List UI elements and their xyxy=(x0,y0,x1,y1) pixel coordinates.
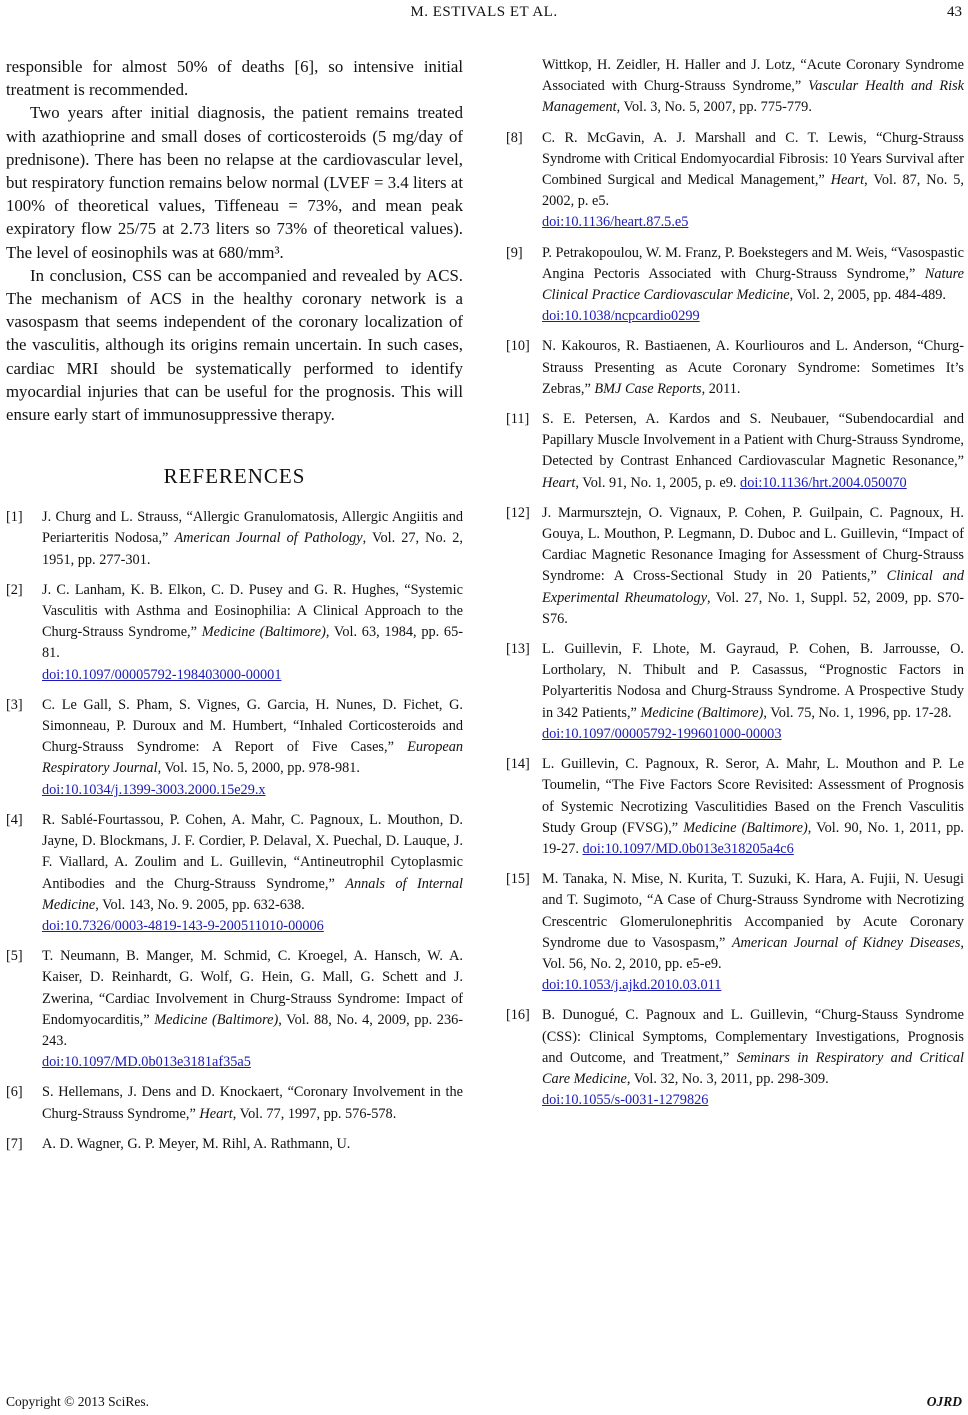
reference-text xyxy=(542,128,964,234)
reference-number: [15] xyxy=(506,871,530,888)
reference-details: , Vol. 87, No. 5, 2002, p. e5. xyxy=(542,172,964,210)
reference-item xyxy=(6,1082,463,1124)
reference-details: , Vol. 143, No. 9. 2005, pp. 632-638. xyxy=(95,896,305,913)
reference-doi-link[interactable]: doi:10.1055/s-0031-1279826 xyxy=(542,1092,709,1109)
reference-doi-link[interactable]: doi:10.1034/j.1399-3003.2000.15e29.x xyxy=(42,781,266,798)
reference-number: [13] xyxy=(506,641,530,658)
reference-details: , Vol. 2, 2005, pp. 484-489. xyxy=(789,287,946,304)
reference-doi-link[interactable]: doi:10.1097/MD.0b013e318205a4c6 xyxy=(582,840,794,857)
reference-journal: Medicine (Baltimore) xyxy=(640,704,764,721)
reference-doi-link[interactable]: doi:10.1136/heart.87.5.e5 xyxy=(542,214,689,231)
reference-text xyxy=(542,869,964,996)
reference-text xyxy=(542,409,964,494)
reference-text xyxy=(542,55,964,119)
copyright-notice: Copyright © 2013 SciRes. xyxy=(6,1394,150,1409)
reference-number: [9] xyxy=(506,244,523,261)
reference-journal: Medicine (Baltimore) xyxy=(154,1011,279,1028)
reference-citation: R. Sablé-Fourtassou, P. Cohen, A. Mahr, C. Pagnoux, L. Mouthon, D. Jayne, D. Blockmans, J. F. Cordier, P. Delaval, X. Puechal, D. Lauque, J. F. Viallard, A. Zoulim and L. Guillevin, “Antineutrophil Cytoplasmic Antibodies and the Churg-Strauss Syndrome,” xyxy=(42,811,463,892)
reference-details: , Vol. 3, No. 5, 2007, pp. 775-779. xyxy=(616,99,812,116)
reference-number: [6] xyxy=(6,1084,23,1101)
reference-item xyxy=(506,503,964,630)
reference-item xyxy=(6,810,463,937)
reference-number: [12] xyxy=(506,504,530,521)
reference-citation: L. Guillevin, C. Pagnoux, R. Seror, A. Mahr, L. Mouthon and P. Le Toumelin, “The Five Factors Score Revisited: Assessment of Prognosis of Systemic Necrotizing Vasculitidies Based on the French Vasculitis Study Group (FVSG),” xyxy=(542,756,964,836)
reference-text xyxy=(42,1082,463,1124)
reference-details: , Vol. 15, No. 5, 2000, pp. 978-981. xyxy=(157,760,360,777)
reference-text xyxy=(42,507,463,571)
reference-doi-link[interactable]: doi:10.1097/MD.0b013e3181af35a5 xyxy=(42,1054,251,1071)
running-title: M. ESTIVALS ET AL. xyxy=(410,4,558,20)
body-paragraph: In conclusion, CSS can be accompanied and revealed by ACS. The mechanism of ACS in the healthy coronary network is a vasospasm that seems independent of the coronary localization of the vasculitis, although its origins remain uncertain. In such cases, cardiac MRI should be systematically performed to identify myocardial injuries that can be useful for the prognosis. This will ensure early start of immunosuppressive therapy. xyxy=(6,265,463,425)
reference-number: [3] xyxy=(6,696,23,713)
reference-text xyxy=(542,503,964,630)
journal-abbreviation: OJRD xyxy=(926,1394,962,1409)
reference-text xyxy=(42,1134,463,1155)
reference-details: , Vol. 27, No. 2, 1951, pp. 277-301. xyxy=(42,530,463,568)
reference-doi-link[interactable]: doi:10.1053/j.ajkd.2010.03.011 xyxy=(542,977,722,994)
reference-journal: Vascular Health and Risk Management xyxy=(542,78,964,116)
reference-journal: Heart xyxy=(542,474,576,491)
reference-details: , 2011. xyxy=(701,380,741,397)
reference-details: , Vol. 63, 1984, pp. 65-81. xyxy=(42,624,463,662)
reference-list-left xyxy=(6,507,463,1155)
reference-item xyxy=(506,55,964,119)
reference-text xyxy=(542,639,964,745)
reference-journal: American Journal of Kidney Diseases xyxy=(731,934,961,951)
reference-list-right xyxy=(506,55,964,1111)
reference-number: [8] xyxy=(506,129,523,146)
reference-details: , Vol. 91, No. 1, 2005, p. e9. xyxy=(575,474,741,491)
reference-doi-link[interactable]: doi:10.1038/ncpcardio0299 xyxy=(542,308,700,325)
reference-item xyxy=(506,1005,964,1111)
reference-item xyxy=(6,695,463,801)
reference-journal: Seminars in Respiratory and Critical Care Medicine xyxy=(542,1049,964,1087)
reference-details: , Vol. 75, No. 1, 1996, pp. 17-28. xyxy=(763,704,952,721)
reference-text xyxy=(542,336,964,400)
reference-text xyxy=(42,946,463,1073)
reference-journal: Clinical and Experimental Rheumatology xyxy=(542,568,964,606)
reference-journal: BMJ Case Reports xyxy=(594,380,702,397)
reference-citation: S. E. Petersen, A. Kardos and S. Neubauer, “Subendocardial and Papillary Muscle Involvement in a Patient with Churg-Strauss Syndrome, Detected by Contrast Enhanced Cardiovascular Magnetic Resonance,” xyxy=(542,411,964,470)
reference-citation: P. Petrakopoulou, W. M. Franz, P. Boekstegers and M. Weis, “Vasospastic Angina Pectoris Associated with Churg-Strauss Syndrome,” xyxy=(542,244,964,282)
reference-details: , Vol. 56, No. 2, 2010, pp. e5-e9. xyxy=(542,934,964,972)
reference-number xyxy=(506,55,542,119)
reference-details: , Vol. 32, No. 3, 2011, pp. 298-309. xyxy=(626,1070,829,1087)
reference-text xyxy=(542,1005,964,1111)
reference-doi-link[interactable]: doi:10.1097/00005792-199601000-00003 xyxy=(542,725,782,742)
reference-number: [7] xyxy=(6,1135,23,1152)
reference-journal: Annals of Internal Medicine xyxy=(42,875,464,913)
reference-journal: European Respiratory Journal xyxy=(42,739,463,777)
reference-citation: T. Neumann, B. Manger, M. Schmid, C. Kroegel, A. Hansch, W. A. Kaiser, D. Reinhardt, G. Wolf, G. Hein, G. Mall, G. Schett and J. Zwerina, “Cardiac Involvement in Churg-Strauss Syndrome: Impact of Endomyocarditis,” xyxy=(42,948,463,1028)
page-number: 43 xyxy=(947,4,962,20)
reference-journal: Medicine (Baltimore) xyxy=(201,624,326,641)
reference-number: [14] xyxy=(506,756,530,773)
reference-details: , Vol. 27, No. 1, Suppl. 52, 2009, pp. S70-S76. xyxy=(542,589,964,627)
reference-number: [10] xyxy=(506,338,530,355)
reference-details: , Vol. 90, No. 1, 2011, pp. 19-27. xyxy=(542,819,964,857)
reference-journal: Heart xyxy=(830,172,865,189)
page-footer xyxy=(6,1394,962,1414)
reference-journal: Medicine (Baltimore) xyxy=(683,819,808,836)
reference-item xyxy=(6,507,463,571)
reference-citation: C. R. McGavin, A. J. Marshall and C. T. Lewis, “Churg-Strauss Syndrome with Critical Endomyocardial Fibrosis: 10 Years Survival after Combined Surgical and Medical Management,” xyxy=(542,129,964,189)
reference-citation: L. Guillevin, F. Lhote, M. Gayraud, P. Cohen, B. Jarrousse, O. Lortholary, N. Thibult and P. Casassus, “Prognostic Factors in Polyarteritis Nodosa and Churg-Strauss Syndrome. A Prospective Study in 342 Patients,” xyxy=(542,641,964,721)
reference-text xyxy=(42,580,463,686)
reference-details: , Vol. 88, No. 4, 2009, pp. 236-243. xyxy=(42,1011,464,1049)
reference-item xyxy=(6,1134,463,1155)
reference-item xyxy=(506,869,964,996)
reference-text xyxy=(542,243,964,328)
reference-item xyxy=(506,754,964,860)
reference-journal: American Journal of Pathology xyxy=(174,530,363,547)
reference-doi-link[interactable]: doi:10.7326/0003-4819-143-9-200511010-00006 xyxy=(42,917,324,934)
page-header xyxy=(0,0,968,28)
reference-item xyxy=(6,946,463,1073)
reference-journal: Nature Clinical Practice Cardiovascular Medicine xyxy=(542,265,964,304)
reference-journal: Heart xyxy=(199,1105,233,1122)
reference-item xyxy=(506,409,964,494)
reference-details: , Vol. 77, 1997, pp. 576-578. xyxy=(232,1105,397,1122)
reference-citation: N. Kakouros, R. Bastiaenen, A. Kourliouros and L. Anderson, “Churg-Strauss Presenting as Acute Coronary Syndrome: Sometimes It’s Zebras,” xyxy=(542,338,964,397)
left-column xyxy=(6,55,463,1164)
references-heading: REFERENCES xyxy=(163,464,306,489)
reference-item xyxy=(506,639,964,745)
reference-number: [11] xyxy=(506,411,530,428)
reference-number: [5] xyxy=(6,948,23,965)
reference-citation: C. Le Gall, S. Pham, S. Vignes, G. Garcia, H. Nunes, D. Fichet, G. Simonneau, P. Duroux and M. Humbert, “Inhaled Corticosteroids and Churg-Strauss Syndrome: A Report of Five Cases,” xyxy=(42,696,463,756)
reference-citation: J. Churg and L. Strauss, “Allergic Granulomatosis, Allergic Angiitis and Periarteritis Nodosa,” xyxy=(42,509,463,547)
reference-text xyxy=(42,695,463,801)
reference-citation: J. Marmursztejn, O. Vignaux, P. Cohen, P. Guilpain, C. Pagnoux, H. Gouya, L. Mouthon, P. Legmann, D. Duboc and L. Guillevin, “Impact of Cardiac Magnetic Resonance Imaging for Assessment of Churg-Strauss Syndrome: A Cross-Sectional Study in 20 Patients,” xyxy=(542,504,964,585)
reference-citation: B. Dunogué, C. Pagnoux and L. Guillevin, “Churg-Stauss Syndrome (CSS): Clinical Symptoms, Complementary Investigations, Prognosis and Outcome, and Treatment,” xyxy=(542,1007,964,1066)
reference-citation: Wittkop, H. Zeidler, H. Haller and J. Lotz, “Acute Coronary Syndrome Associated with Churg-Strauss Syndrome,” xyxy=(542,57,964,95)
reference-number: [1] xyxy=(6,509,23,526)
reference-item xyxy=(506,128,964,234)
body-paragraph: Two years after initial diagnosis, the patient remains treated with azathioprine and small doses of corticosteroids (5 mg/day of prednisone). There has been no relapse at the cardiovascular level, but respiratory function remains below normal (LVEF = 3.4 liters at 100% of theoretical values, Tiffeneau = 73%, and mean peak expiratory flow 25/75 at 2.73 liters so 73% of theoretical values). The level of eosinophils was at 680/mm³. xyxy=(6,103,463,262)
reference-citation: J. C. Lanham, K. B. Elkon, C. D. Pusey and G. R. Hughes, “Systemic Vasculitis with Asthma and Eosinophilia: A Clinical Approach to the Churg-Strauss Syndrome,” xyxy=(42,581,463,641)
reference-text xyxy=(542,754,964,860)
body-paragraph: responsible for almost 50% of deaths [6], so intensive initial treatment is recommended. xyxy=(6,57,463,100)
reference-citation: M. Tanaka, N. Mise, N. Kurita, T. Suzuki, K. Hara, A. Fujii, N. Uesugi and T. Sugimoto, “A Case of Churg-Strauss Syndrome with Necrotizing Crescentric Glomerulonephritis Accompanied by Acute Coronary Syndrome due to Vasospasm,” xyxy=(542,871,964,951)
reference-citation: A. D. Wagner, G. P. Meyer, M. Rihl, A. Rathmann, U. xyxy=(42,1135,351,1152)
reference-doi-link[interactable]: doi:10.1097/00005792-198403000-00001 xyxy=(42,666,282,683)
reference-number: [2] xyxy=(6,581,23,598)
reference-item xyxy=(506,243,964,328)
reference-text xyxy=(42,810,463,937)
reference-citation: S. Hellemans, J. Dens and D. Knockaert, “Coronary Involvement in the Churg-Strauss Syndrome,” xyxy=(42,1084,463,1122)
reference-number: [16] xyxy=(506,1007,530,1024)
reference-item xyxy=(506,336,964,400)
reference-item xyxy=(6,580,463,686)
right-column xyxy=(506,55,964,1120)
reference-number: [4] xyxy=(6,811,23,828)
reference-doi-link[interactable]: doi:10.1136/hrt.2004.050070 xyxy=(740,474,907,491)
